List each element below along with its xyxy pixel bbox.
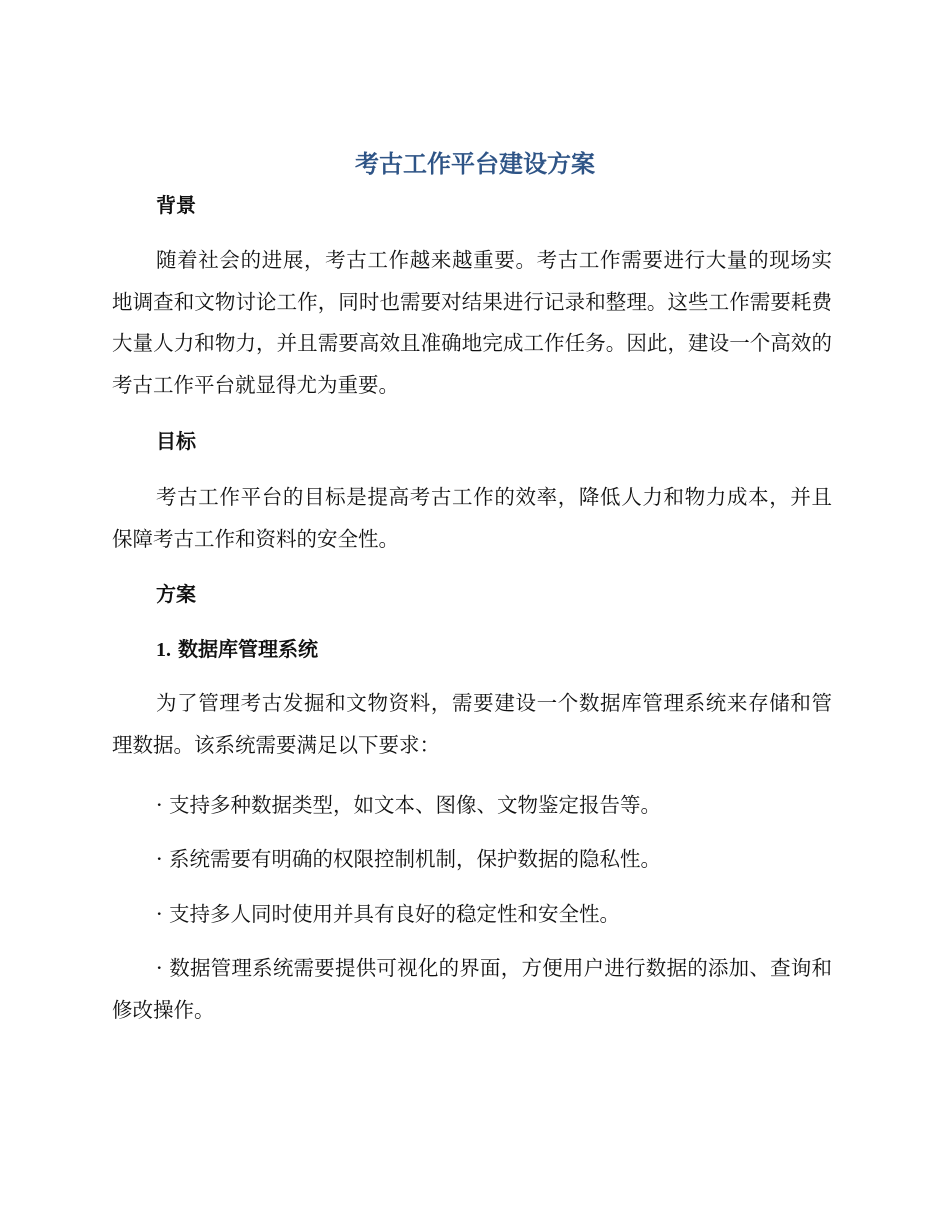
paragraph-database-intro: 为了管理考古发掘和文物资料，需要建设一个数据库管理系统来存储和管理数据。该系统需要满足以下要求： [112,691,832,757]
heading-plan: 方案 [156,582,196,606]
paragraph-background: 随着社会的进展，考古工作越来越重要。考古工作需要进行大量的现场实地调查和文物讨论工作，同时也需要对结果进行记录和整理。这些工作需要耗费大量人力和物力，并且需要高效且准确地完成工作任务。因此，建设一个高效的考古工作平台就显得尤为重要。 [112,248,832,397]
list-item: · 数据管理系统需要提供可视化的界面，方便用户进行数据的添加、查询和修改操作。 [112,956,832,1022]
heading-background: 背景 [156,193,196,217]
heading-goal: 目标 [156,429,196,453]
list-item: · 支持多种数据类型，如文本、图像、文物鉴定报告等。 [156,793,662,817]
document-title: 考古工作平台建设方案 [355,150,595,178]
list-item: · 系统需要有明确的权限控制机制，保护数据的隐私性。 [156,847,662,871]
subsection-number: 1. [156,639,171,661]
heading-database-system [156,634,318,665]
paragraph-goal: 考古工作平台的目标是提高考古工作的效率，降低人力和物力成本，并且保障考古工作和资料的安全性。 [112,485,832,551]
list-item: · 支持多人同时使用并具有良好的稳定性和安全性。 [156,902,621,926]
subsection-title: 数据库管理系统 [177,637,318,661]
